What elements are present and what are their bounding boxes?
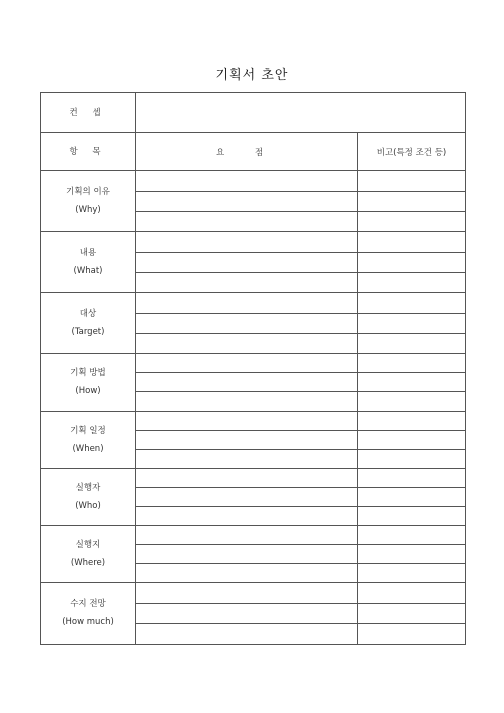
remark-cell[interactable] <box>358 232 466 253</box>
table-row <box>41 582 466 603</box>
table-row <box>41 232 466 253</box>
remark-cell[interactable] <box>358 334 466 354</box>
remark-cell[interactable] <box>358 563 466 582</box>
summary-cell[interactable] <box>136 253 358 273</box>
remark-cell[interactable] <box>358 411 466 430</box>
summary-cell[interactable] <box>136 603 358 623</box>
concept-row <box>41 93 466 133</box>
section-label-who: 실행자 (Who) <box>41 468 136 525</box>
summary-cell[interactable] <box>136 232 358 253</box>
summary-cell[interactable] <box>136 411 358 430</box>
remark-cell[interactable] <box>358 449 466 468</box>
summary-header: 요 점 <box>136 133 358 171</box>
remark-cell[interactable] <box>358 392 466 411</box>
summary-cell[interactable] <box>136 563 358 582</box>
summary-cell[interactable] <box>136 314 358 334</box>
concept-label: 컨 셉 <box>41 93 136 133</box>
summary-cell[interactable] <box>136 354 358 373</box>
item-header: 항 목 <box>41 133 136 171</box>
summary-cell[interactable] <box>136 392 358 411</box>
remark-cell[interactable] <box>358 623 466 644</box>
remark-cell[interactable] <box>358 373 466 392</box>
concept-input-cell[interactable] <box>136 93 466 133</box>
remark-cell[interactable] <box>358 273 466 293</box>
summary-cell[interactable] <box>136 544 358 563</box>
section-label-what: 내용 (What) <box>41 232 136 293</box>
summary-cell[interactable] <box>136 212 358 232</box>
section-label-why: 기획의 이유 (Why) <box>41 171 136 232</box>
table-row <box>41 293 466 314</box>
plan-form-table <box>40 92 466 645</box>
remark-cell[interactable] <box>358 253 466 273</box>
header-row <box>41 133 466 171</box>
summary-cell[interactable] <box>136 293 358 314</box>
remark-cell[interactable] <box>358 354 466 373</box>
summary-cell[interactable] <box>136 449 358 468</box>
remark-cell[interactable] <box>358 544 466 563</box>
remark-cell[interactable] <box>358 192 466 212</box>
table-row <box>41 468 466 487</box>
table-row <box>41 411 466 430</box>
remark-cell[interactable] <box>358 487 466 506</box>
summary-cell[interactable] <box>136 468 358 487</box>
summary-cell[interactable] <box>136 273 358 293</box>
table-row <box>41 171 466 192</box>
summary-cell[interactable] <box>136 487 358 506</box>
summary-cell[interactable] <box>136 582 358 603</box>
remark-header: 비고(특정 조건 등) <box>358 133 466 171</box>
section-label-how: 기획 방법 (How) <box>41 354 136 411</box>
section-label-target: 대상 (Target) <box>41 293 136 354</box>
table-row <box>41 525 466 544</box>
summary-cell[interactable] <box>136 506 358 525</box>
remark-cell[interactable] <box>358 582 466 603</box>
remark-cell[interactable] <box>358 171 466 192</box>
remark-cell[interactable] <box>358 430 466 449</box>
remark-cell[interactable] <box>358 314 466 334</box>
section-label-how-much: 수지 전망 (How much) <box>41 582 136 644</box>
section-label-when: 기획 일정 (When) <box>41 411 136 468</box>
remark-cell[interactable] <box>358 506 466 525</box>
remark-cell[interactable] <box>358 603 466 623</box>
document-title: 기획서 초안 <box>215 68 289 83</box>
summary-cell[interactable] <box>136 334 358 354</box>
summary-cell[interactable] <box>136 373 358 392</box>
summary-cell[interactable] <box>136 623 358 644</box>
remark-cell[interactable] <box>358 468 466 487</box>
remark-cell[interactable] <box>358 212 466 232</box>
table-row <box>41 354 466 373</box>
remark-cell[interactable] <box>358 525 466 544</box>
section-label-where: 실행지 (Where) <box>41 525 136 582</box>
summary-cell[interactable] <box>136 171 358 192</box>
summary-cell[interactable] <box>136 192 358 212</box>
remark-cell[interactable] <box>358 293 466 314</box>
summary-cell[interactable] <box>136 525 358 544</box>
summary-cell[interactable] <box>136 430 358 449</box>
